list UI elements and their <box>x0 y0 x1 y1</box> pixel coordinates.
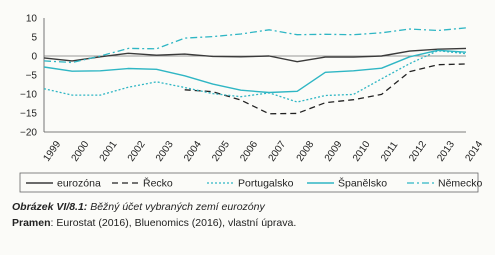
y-tick-label: 10 <box>25 13 37 25</box>
x-tick-label: 2011 <box>379 139 401 164</box>
x-tick-label: 1999 <box>41 139 64 164</box>
x-tick-label: 2010 <box>350 139 373 164</box>
x-tick-label: 2006 <box>238 139 261 164</box>
series-line-4 <box>44 28 466 63</box>
y-tick-label: 5 <box>31 32 37 44</box>
axes <box>20 14 485 164</box>
legend-label-2: Portugalsko <box>238 177 294 190</box>
x-tick-label: 2014 <box>463 139 486 164</box>
legend-label-4: Německo <box>438 177 483 190</box>
x-tick-label: 2007 <box>266 139 289 164</box>
y-tick-label: −5 <box>25 70 37 82</box>
x-tick-label: 2000 <box>69 139 92 164</box>
x-tick-label: 2002 <box>125 139 148 164</box>
figure-label: Obrázek VI/8.1: <box>12 201 88 213</box>
legend-label-1: Řecko <box>143 177 173 190</box>
x-tick-label: 2013 <box>435 139 458 164</box>
x-tick-label: 2004 <box>182 139 204 164</box>
legend-label-3: Španělsko <box>338 177 388 190</box>
figure-caption <box>12 199 296 231</box>
y-tick-label: 0 <box>31 51 37 63</box>
source-text: : Eurostat (2016), Bluenomics (2016), vlastní úprava. <box>50 217 297 229</box>
x-tick-label: 2008 <box>294 139 317 164</box>
x-tick-label: 2012 <box>407 139 429 164</box>
x-tick-label: 2009 <box>322 139 345 164</box>
series-line-1 <box>185 64 466 114</box>
y-tick-label: −20 <box>20 127 37 139</box>
series-line-2 <box>44 51 466 102</box>
legend <box>20 173 483 192</box>
x-tick-label: 2005 <box>210 139 233 164</box>
figure-title-line <box>12 199 296 215</box>
legend-label-0: eurozóna <box>57 177 101 190</box>
figure-title: Běžný účet vybraných zemí eurozóny <box>87 201 265 213</box>
series-group <box>44 28 466 114</box>
x-tick-label: 2001 <box>97 139 120 164</box>
y-tick-label: −15 <box>20 108 37 120</box>
source-label: Pramen <box>12 217 51 229</box>
y-tick-label: −10 <box>20 89 37 101</box>
x-tick-label: 2003 <box>153 139 176 164</box>
source-line <box>12 215 296 231</box>
